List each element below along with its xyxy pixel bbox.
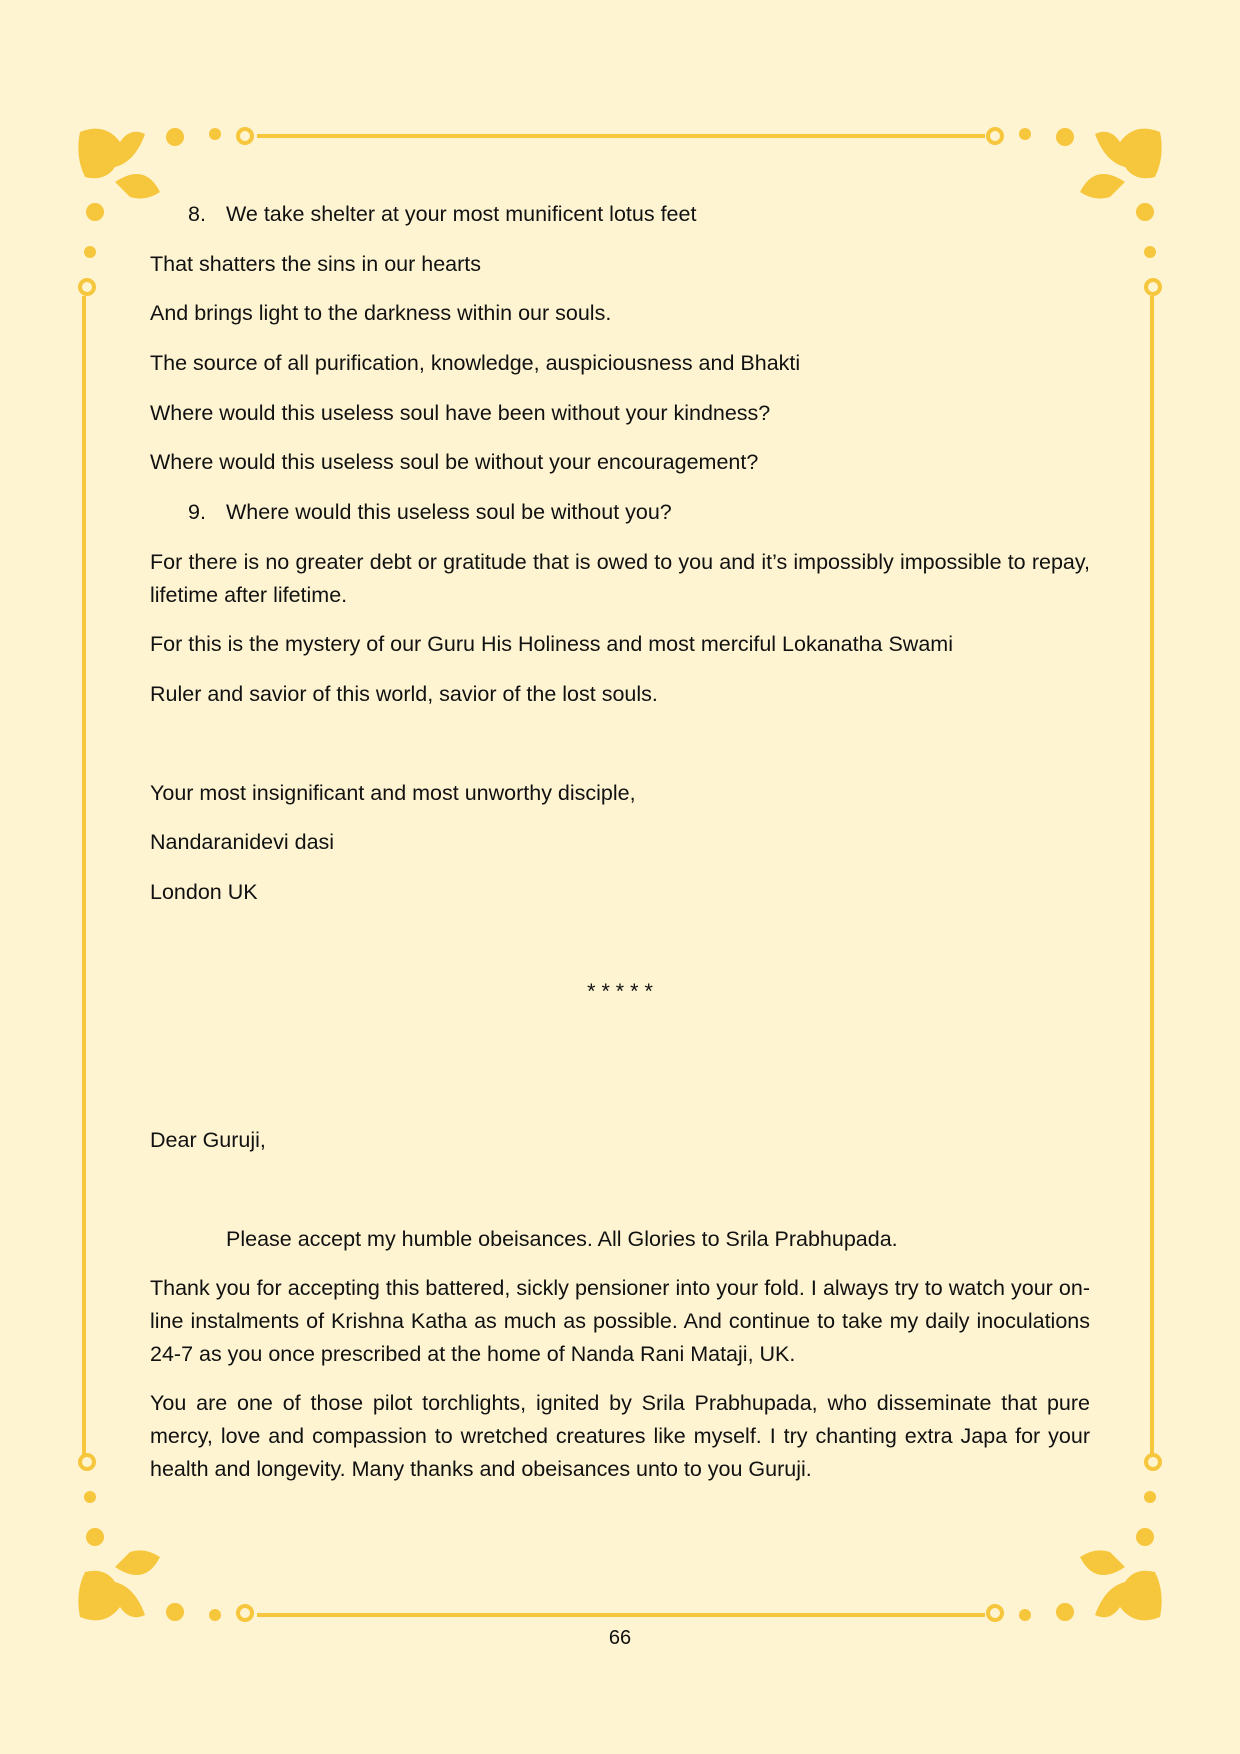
letter-paragraph: You are one of those pilot torchlights, ignited by Srila Prabhupada, who disseminate that pure mercy, love and compassion to wretched creatures like myself. I try chanting extra Japa for your health and longevity. Many thanks and obeisances unto to you Guruji. — [150, 1391, 1090, 1481]
page-number: 66 — [608, 1627, 632, 1649]
list-item-text: Where would this useless soul be without you? — [226, 500, 672, 524]
poem-line: For this is the mystery of our Guru His Holiness and most merciful Lokanatha Swami — [150, 632, 953, 656]
border-right — [1150, 296, 1154, 1456]
list-number: 9. — [188, 500, 206, 524]
signature-closing: Your most insignificant and most unworthy disciple, — [150, 781, 636, 805]
letter-paragraph: Please accept my humble obeisances. All Glories to Srila Prabhupada. — [226, 1227, 898, 1251]
ornament-corner-icon — [985, 122, 1165, 302]
list-number: 8. — [188, 202, 206, 226]
signature-name: Nandaranidevi dasi — [150, 830, 335, 854]
border-left — [82, 296, 86, 1456]
letter-salutation: Dear Guruji, — [150, 1128, 266, 1152]
poem-line: Where would this useless soul be without your encouragement? — [150, 450, 759, 474]
poem-line: The source of all purification, knowledge, auspiciousness and Bhakti — [150, 351, 801, 375]
section-separator: * * * * * — [587, 979, 653, 1003]
list-item-text: We take shelter at your most munificent lotus feet — [226, 202, 697, 226]
poem-line: Where would this useless soul have been without your kindness? — [150, 401, 771, 425]
signature-place: London UK — [150, 880, 258, 904]
border-top — [257, 134, 985, 138]
poem-line: Ruler and savior of this world, savior of the lost souls. — [150, 682, 658, 706]
border-bottom — [257, 1613, 985, 1617]
letter-paragraph: Thank you for accepting this battered, sickly pensioner into your fold. I always try to watch your on-line instalments of Krishna Katha as much as possible. And continue to take my daily inoculations 24-7 as you once prescribed at the home of Nanda Rani Mataji, UK. — [150, 1276, 1090, 1366]
poem-paragraph: For there is no greater debt or gratitude that is owed to you and it’s impossibly impossible to repay, lifetime after lifetime. — [150, 550, 1090, 607]
poem-line: And brings light to the darkness within our souls. — [150, 301, 612, 325]
poem-line: That shatters the sins in our hearts — [150, 252, 482, 276]
